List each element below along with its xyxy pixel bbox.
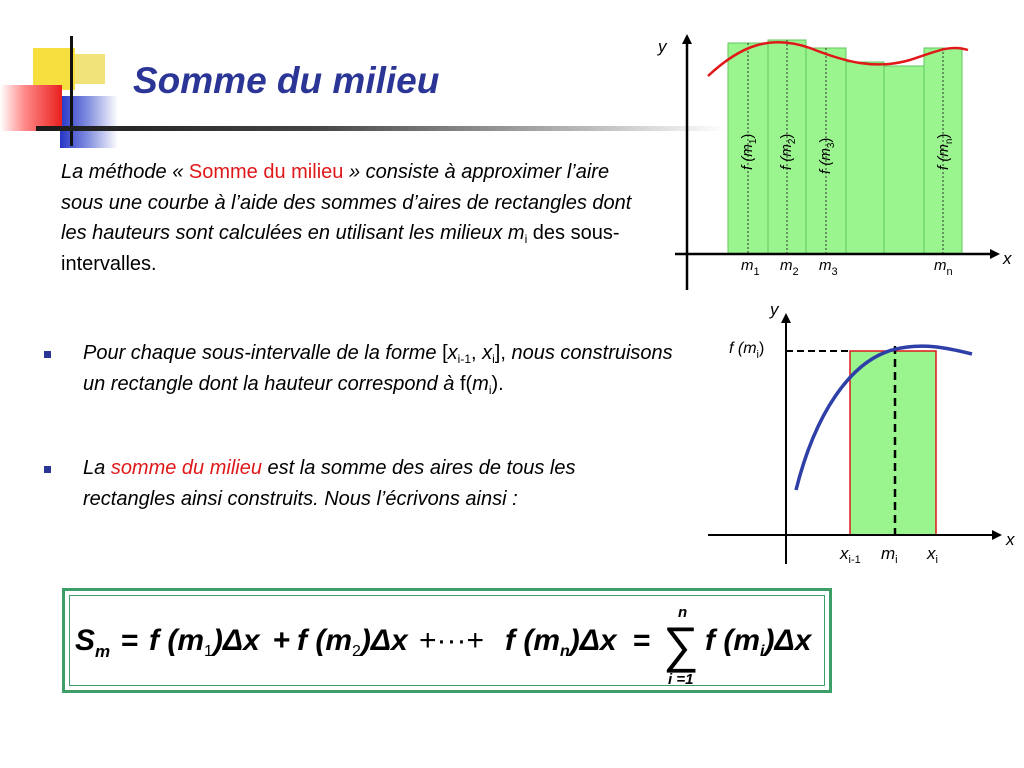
page-title: Somme du milieu [133, 60, 440, 101]
tick-m2: $m_2$ [780, 257, 799, 278]
formula-sigma-lower: i =1 [668, 671, 694, 688]
formula-equals-2: = [633, 624, 651, 657]
tick-m1: $m_1$ [741, 257, 760, 278]
tick-x-i-1: $x_{i-1}$ [840, 544, 861, 566]
bar-label-n: f $(m_n)$ [935, 133, 955, 170]
bullet-square-icon [44, 351, 51, 358]
bar-4 [846, 62, 884, 254]
deco-red-square [0, 85, 62, 131]
tick-x-i: $x_i$ [927, 544, 938, 566]
formula-frame [62, 588, 832, 693]
formula-term-2: f $(m_2)\Delta x$ [297, 624, 408, 660]
formula-term-1: f $(m_1)\Delta x$ [149, 624, 260, 660]
x-tick-labels [839, 544, 938, 566]
title-underline [36, 126, 726, 131]
bar-label-2: f $(m_2)$ [778, 133, 798, 170]
deco-yellow-square-small [75, 54, 105, 84]
x-axis-label: x [1006, 530, 1015, 549]
single-rectangle-diagram [700, 296, 1024, 576]
bars [728, 40, 962, 254]
deco-blue-square [60, 96, 118, 148]
height-label: f $(m_i)$ [729, 340, 765, 361]
y-axis-arrow-icon [781, 313, 791, 323]
bar-5 [884, 66, 924, 254]
y-axis-arrow-icon [682, 34, 692, 44]
deco-yellow-square [33, 48, 75, 90]
bullet-item-1: Pour chaque sous-intervalle de la forme [$x_{i-1}$, $x_i$], nous construisons un rectangle dont la hauteur correspond à $f(m_i)$. [44, 338, 673, 399]
intro-highlight: Somme du milieu [188, 161, 344, 183]
tick-mn: $m_n$ [934, 257, 953, 278]
formula-sigma-upper: n [678, 604, 688, 621]
x-axis-label: x [1003, 249, 1012, 268]
x-axis-arrow-icon [990, 249, 1000, 259]
formula-sigma: ∑ [663, 617, 699, 673]
tick-m-i: $m_i$ [881, 544, 898, 566]
x-axis-arrow-icon [992, 530, 1002, 540]
midpoint-rectangle [850, 351, 936, 535]
y-axis-label: y [658, 37, 667, 56]
formula-equals-1: = [121, 624, 139, 657]
bar-label-3: f $(m_3)$ [817, 137, 837, 174]
formula-ellipsis: +···+ [419, 624, 485, 657]
intro-paragraph: La méthode « Somme du milieu » consiste à approximer l’aire sous une courbe à l’aide des sommes d’aires de rectangles dont les hauteurs sont calculées en utilisant les milieux $m_i$ des sous-intervalles. [61, 161, 632, 275]
bar-label-1: f $(m_1)$ [739, 133, 759, 170]
bullet2-highlight: somme du milieu [110, 457, 262, 479]
midpoint-sum-formula [65, 591, 829, 690]
midpoint-sum-diagram [650, 28, 1024, 298]
bullet-square-icon [44, 466, 51, 473]
tick-labels [741, 257, 953, 278]
y-axis-label: y [770, 300, 779, 319]
bullet-item-2: La somme du milieu est la somme des aires de tous les rectangles ainsi construits. Nous l’écrivons ainsi : [44, 453, 673, 514]
tick-m3: $m_3$ [819, 257, 838, 278]
formula-plus: + [273, 624, 291, 657]
formula-term-i: f $(m_i)\Delta x$ [705, 624, 812, 660]
formula-lhs: $S_m$ [75, 624, 111, 661]
formula-term-n: f $(m_n)\Delta x$ [505, 624, 617, 660]
